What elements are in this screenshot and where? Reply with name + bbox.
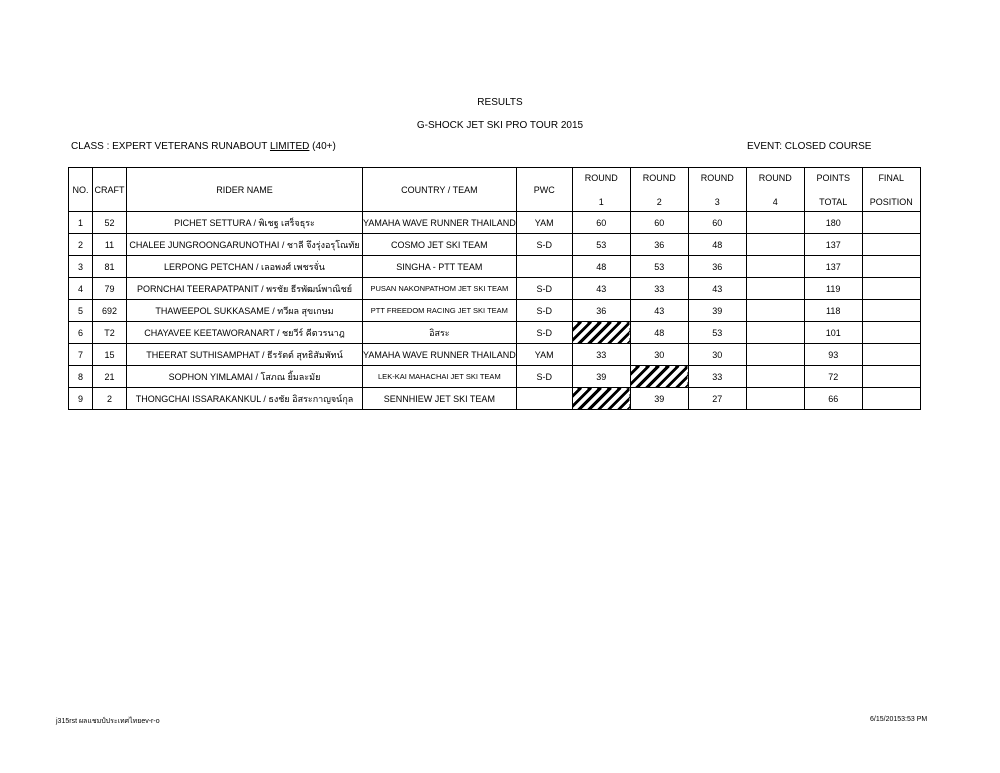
round-number: 1	[598, 196, 604, 207]
cell-round-1-discarded	[572, 322, 630, 344]
cell-round-3: 53	[688, 322, 746, 344]
cell-rider-name: LERPONG PETCHAN / เลอพงศ์ เพชรจั่น	[127, 256, 363, 278]
cell-final-position	[862, 256, 920, 278]
cell-total: 137	[804, 234, 862, 256]
cell-final-position	[862, 278, 920, 300]
cell-no: 2	[69, 234, 93, 256]
cell-rider-name: PICHET SETTURA / พิเชฐ เสร็จธุระ	[127, 212, 363, 234]
cell-pwc: S-D	[516, 234, 572, 256]
col-rider-name: RIDER NAME	[127, 168, 363, 212]
points-label: POINTS	[816, 172, 850, 183]
table-row	[69, 366, 921, 388]
cell-round-3: 60	[688, 212, 746, 234]
cell-rider-name: PORNCHAI TEERAPATPANIT / พรชัย ธีรพัฒน์พาณิชย์	[127, 278, 363, 300]
cell-team: YAMAHA WAVE RUNNER THAILAND	[363, 344, 517, 366]
cell-total: 137	[804, 256, 862, 278]
round-label: ROUND	[758, 172, 792, 183]
col-round-2	[630, 168, 688, 212]
cell-total: 72	[804, 366, 862, 388]
cell-round-1: 33	[572, 344, 630, 366]
cell-total: 118	[804, 300, 862, 322]
cell-team: PTT FREEDOM RACING JET SKI TEAM	[363, 300, 517, 322]
class-line	[71, 141, 336, 152]
cell-team: อิสระ	[363, 322, 517, 344]
round-label: ROUND	[700, 172, 734, 183]
cell-final-position	[862, 388, 920, 410]
table-row	[69, 388, 921, 410]
cell-round-4	[746, 300, 804, 322]
col-final-position	[862, 168, 920, 212]
cell-pwc: S-D	[516, 366, 572, 388]
cell-round-3: 33	[688, 366, 746, 388]
cell-round-2: 60	[630, 212, 688, 234]
cell-round-3: 36	[688, 256, 746, 278]
cell-team: COSMO JET SKI TEAM	[363, 234, 517, 256]
col-points-total	[804, 168, 862, 212]
cell-round-2: 33	[630, 278, 688, 300]
cell-craft: 692	[93, 300, 127, 322]
cell-final-position	[862, 322, 920, 344]
cell-round-1: 36	[572, 300, 630, 322]
class-underlined: LIMITED	[269, 141, 310, 152]
round-number: 2	[656, 196, 662, 207]
cell-team: LEK-KAI MAHACHAI JET SKI TEAM	[363, 366, 517, 388]
cell-rider-name: CHALEE JUNGROONGARUNOTHAI / ชาลี จึงรุ่งอรุโณทัย	[127, 234, 363, 256]
cell-round-1: 48	[572, 256, 630, 278]
footer-file-label: j315rst ผลแชมป์ประเทศไทยev-r-o	[56, 718, 160, 725]
cell-round-3: 27	[688, 388, 746, 410]
cell-no: 9	[69, 388, 93, 410]
cell-round-1: 39	[572, 366, 630, 388]
cell-final-position	[862, 300, 920, 322]
cell-rider-name: CHAYAVEE KEETAWORANART / ชยวีร์ คีตวรนาฎ	[127, 322, 363, 344]
cell-round-2: 53	[630, 256, 688, 278]
round-number: 4	[772, 196, 778, 207]
cell-rider-name: THONGCHAI ISSARAKANKUL / ธงชัย อิสระกาญจน์กุล	[127, 388, 363, 410]
cell-round-1: 60	[572, 212, 630, 234]
col-round-4	[746, 168, 804, 212]
cell-round-2: 43	[630, 300, 688, 322]
cell-no: 8	[69, 366, 93, 388]
final-label: FINAL	[878, 172, 904, 183]
table-row	[69, 234, 921, 256]
cell-no: 1	[69, 212, 93, 234]
cell-total: 119	[804, 278, 862, 300]
cell-craft: 2	[93, 388, 127, 410]
event-line: EVENT: CLOSED COURSE	[747, 141, 872, 152]
cell-total: 66	[804, 388, 862, 410]
cell-round-3: 30	[688, 344, 746, 366]
cell-craft: 79	[93, 278, 127, 300]
cell-craft: 21	[93, 366, 127, 388]
cell-pwc: YAM	[516, 344, 572, 366]
table-row	[69, 212, 921, 234]
footer-timestamp: 6/15/20153:53 PM	[870, 716, 928, 723]
cell-round-2: 36	[630, 234, 688, 256]
cell-no: 7	[69, 344, 93, 366]
table-row	[69, 278, 921, 300]
cell-craft: 81	[93, 256, 127, 278]
cell-craft: T2	[93, 322, 127, 344]
col-round-3	[688, 168, 746, 212]
cell-round-3: 48	[688, 234, 746, 256]
round-label: ROUND	[584, 172, 618, 183]
cell-final-position	[862, 212, 920, 234]
cell-craft: 11	[93, 234, 127, 256]
position-label: POSITION	[869, 196, 913, 207]
col-country-team: COUNTRY / TEAM	[363, 168, 517, 212]
col-pwc: PWC	[516, 168, 572, 212]
cell-no: 5	[69, 300, 93, 322]
cell-round-4	[746, 388, 804, 410]
cell-final-position	[862, 344, 920, 366]
table-row	[69, 344, 921, 366]
total-label: TOTAL	[819, 196, 848, 207]
cell-no: 4	[69, 278, 93, 300]
cell-pwc: YAM	[516, 212, 572, 234]
cell-pwc	[516, 388, 572, 410]
cell-round-4	[746, 344, 804, 366]
cell-round-3: 43	[688, 278, 746, 300]
cell-no: 3	[69, 256, 93, 278]
cell-round-4	[746, 256, 804, 278]
cell-total: 93	[804, 344, 862, 366]
cell-rider-name: SOPHON YIMLAMAI / โสภณ ยิ้มละมัย	[127, 366, 363, 388]
cell-rider-name: THAWEEPOL SUKKASAME / ทวีผล สุขเกษม	[127, 300, 363, 322]
cell-round-4	[746, 234, 804, 256]
round-label: ROUND	[642, 172, 676, 183]
cell-team: YAMAHA WAVE RUNNER THAILAND	[363, 212, 517, 234]
cell-round-2: 39	[630, 388, 688, 410]
cell-no: 6	[69, 322, 93, 344]
report-subtitle: G-SHOCK JET SKI PRO TOUR 2015	[416, 120, 584, 131]
cell-team: SINGHA - PTT TEAM	[363, 256, 517, 278]
cell-round-4	[746, 212, 804, 234]
class-prefix: CLASS : EXPERT VETERANS RUNABOUT	[71, 141, 270, 152]
cell-pwc: S-D	[516, 300, 572, 322]
cell-team: SENNHIEW JET SKI TEAM	[363, 388, 517, 410]
round-number: 3	[714, 196, 720, 207]
class-suffix: (40+)	[309, 141, 336, 152]
cell-pwc	[516, 256, 572, 278]
table-row	[69, 256, 921, 278]
cell-pwc: S-D	[516, 322, 572, 344]
cell-round-3: 39	[688, 300, 746, 322]
cell-team: PUSAN NAKONPATHOM JET SKI TEAM	[363, 278, 517, 300]
col-craft: CRAFT	[93, 168, 127, 212]
cell-round-2: 48	[630, 322, 688, 344]
table-row	[69, 300, 921, 322]
cell-craft: 15	[93, 344, 127, 366]
cell-total: 101	[804, 322, 862, 344]
table-row	[69, 322, 921, 344]
col-round-1	[572, 168, 630, 212]
cell-round-4	[746, 366, 804, 388]
cell-pwc: S-D	[516, 278, 572, 300]
cell-final-position	[862, 366, 920, 388]
results-table	[68, 167, 921, 410]
header-row	[69, 168, 921, 212]
cell-round-2-discarded	[630, 366, 688, 388]
cell-rider-name: THEERAT SUTHISAMPHAT / ธีรรัตต์ สุทธิสัมพัทน์	[127, 344, 363, 366]
cell-round-1-discarded	[572, 388, 630, 410]
report-title: RESULTS	[477, 97, 523, 108]
cell-round-1: 53	[572, 234, 630, 256]
cell-round-1: 43	[572, 278, 630, 300]
cell-round-2: 30	[630, 344, 688, 366]
cell-round-4	[746, 322, 804, 344]
cell-craft: 52	[93, 212, 127, 234]
cell-final-position	[862, 234, 920, 256]
col-no: NO.	[69, 168, 93, 212]
cell-round-4	[746, 278, 804, 300]
cell-total: 180	[804, 212, 862, 234]
